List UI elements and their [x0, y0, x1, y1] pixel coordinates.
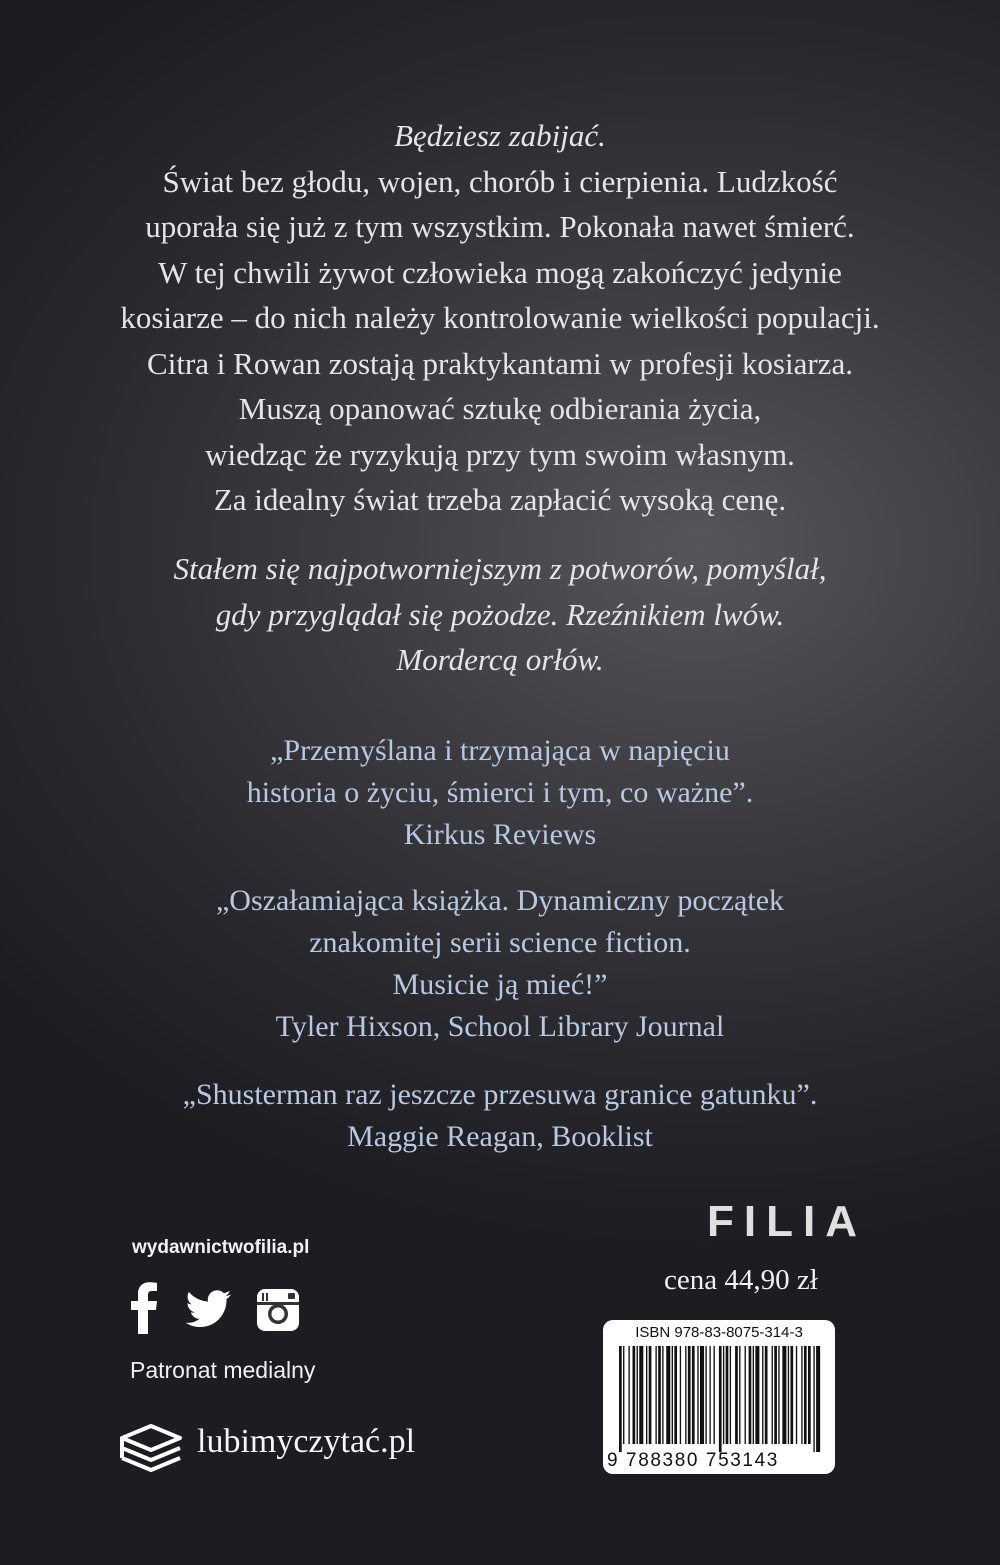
barcode-bar	[628, 1346, 629, 1444]
excerpt-line: gdy przyglądał się pożodze. Rzeźnikiem lwów.	[215, 596, 785, 632]
barcode-bar	[658, 1346, 661, 1444]
barcode-bar	[637, 1346, 638, 1444]
barcode-bars	[617, 1346, 821, 1452]
barcode-bar	[782, 1346, 786, 1444]
quote-source: Kirkus Reviews	[403, 818, 597, 851]
quote-source: Tyler Hixson, School Library Journal	[275, 1010, 725, 1043]
blurb-line: Citra i Rowan zostają praktykantami w profesji kosiarza.	[147, 345, 853, 381]
facebook-icon[interactable]	[130, 1282, 158, 1334]
review-quote-slj	[40, 880, 960, 1048]
barcode-bar	[700, 1346, 704, 1444]
barcode-bar	[804, 1346, 807, 1444]
instagram-icon[interactable]	[256, 1288, 300, 1332]
barcode-bar	[726, 1346, 729, 1444]
barcode-bar	[674, 1346, 677, 1444]
barcode-bar	[666, 1346, 670, 1444]
barcode-bar	[662, 1346, 663, 1444]
barcode-bar	[709, 1346, 710, 1444]
publisher-logo: FILIA	[707, 1197, 867, 1246]
excerpt-line: Stałem się najpotworniejszym z potworów, pomyślał,	[173, 551, 827, 586]
barcode-bar	[749, 1346, 752, 1444]
barcode-bar	[655, 1346, 656, 1444]
barcode-bar	[619, 1346, 622, 1452]
barcode-bar	[755, 1346, 759, 1444]
barcode-bar	[719, 1346, 722, 1452]
barcode-bar	[649, 1346, 652, 1444]
price: cena 44,90 zł	[664, 1264, 818, 1296]
barcode-bar	[788, 1346, 789, 1444]
blurb-line: Za idealny świat trzeba zapłacić wysoką cenę.	[213, 482, 787, 517]
barcode-bar	[697, 1346, 698, 1444]
excerpt-line: Mordercą orłów.	[396, 642, 604, 677]
barcode-bar	[688, 1346, 691, 1444]
barcode	[603, 1320, 835, 1474]
barcode-bar	[745, 1346, 746, 1444]
twitter-icon[interactable]	[186, 1290, 232, 1328]
barcode-bar	[730, 1346, 731, 1444]
barcode-bar	[774, 1346, 777, 1444]
quote-source: Maggie Reagan, Booklist	[347, 1120, 653, 1153]
quote-line: „Przemyślana i trzymająca w napięciu	[270, 734, 730, 767]
barcode-bar	[723, 1346, 724, 1444]
barcode-bar	[816, 1346, 820, 1452]
quote-line: znakomitej serii science fiction.	[309, 926, 691, 959]
barcode-bar	[762, 1346, 763, 1444]
barcode-bar	[685, 1346, 686, 1444]
barcode-bar	[672, 1346, 673, 1444]
blurb-line: W tej chwili żywot człowieka mogą zakończyć jedynie	[158, 254, 842, 290]
barcode-bar	[753, 1346, 754, 1444]
barcode-bar	[796, 1346, 797, 1444]
blurb-line: uporała się już z tym wszystkim. Pokonała nawet śmierć.	[145, 209, 855, 244]
barcode-bar	[680, 1346, 681, 1444]
barcode-bar	[633, 1346, 636, 1444]
barcode-bar	[735, 1346, 738, 1444]
publisher-website[interactable]: wydawnictwofilia.pl	[132, 1237, 310, 1258]
quote-line: „Shusterman raz jeszcze przesuwa granice gatunku”.	[182, 1078, 818, 1111]
barcode-bar	[739, 1346, 740, 1444]
barcode-bar	[639, 1346, 643, 1444]
barcode-bar	[692, 1346, 695, 1444]
barcode-digits: 9 788380 753143	[607, 1450, 779, 1471]
blurb	[40, 113, 960, 523]
quote-line: „Oszałamiająca książka. Dynamiczny początek	[215, 884, 785, 917]
barcode-bar	[714, 1346, 715, 1444]
review-quote-booklist	[40, 1074, 960, 1158]
barcode-bar	[765, 1346, 768, 1444]
barcode-bar	[801, 1346, 802, 1444]
blurb-line: Muszą opanować sztukę odbierania życia,	[238, 391, 762, 426]
blurb-line-tagline: Będziesz zabijać.	[394, 118, 606, 153]
excerpt	[40, 546, 960, 683]
quote-line: Musicie ją mieć!”	[392, 968, 608, 1001]
barcode-bar	[808, 1346, 811, 1444]
blurb-line: Świat bez głodu, wojen, chorób i cierpienia. Ludzkość	[162, 163, 838, 199]
barcode-bar	[705, 1346, 706, 1444]
isbn-text: ISBN 978-83-8075-314-3	[635, 1324, 803, 1341]
barcode-bar	[790, 1346, 793, 1444]
blurb-line: kosiarze – do nich należy kontrolowanie wielkości populacji.	[120, 300, 880, 335]
barcode-bar	[813, 1346, 814, 1452]
review-quote-kirkus	[40, 730, 960, 856]
barcode-bar	[772, 1346, 773, 1444]
barcode-bar	[646, 1346, 647, 1444]
partner-lubimyczytac[interactable]: lubimyczytać.pl	[197, 1423, 416, 1460]
barcode-bar	[778, 1346, 779, 1444]
quote-line: historia o życiu, śmierci i tym, co ważne”.	[246, 776, 754, 809]
media-patronage-label: Patronat medialny	[130, 1357, 316, 1383]
blurb-line: wiedząc że ryzykują przy tym swoim własnym.	[205, 436, 795, 472]
books-stack-icon	[118, 1420, 184, 1476]
barcode-bar	[623, 1346, 624, 1444]
